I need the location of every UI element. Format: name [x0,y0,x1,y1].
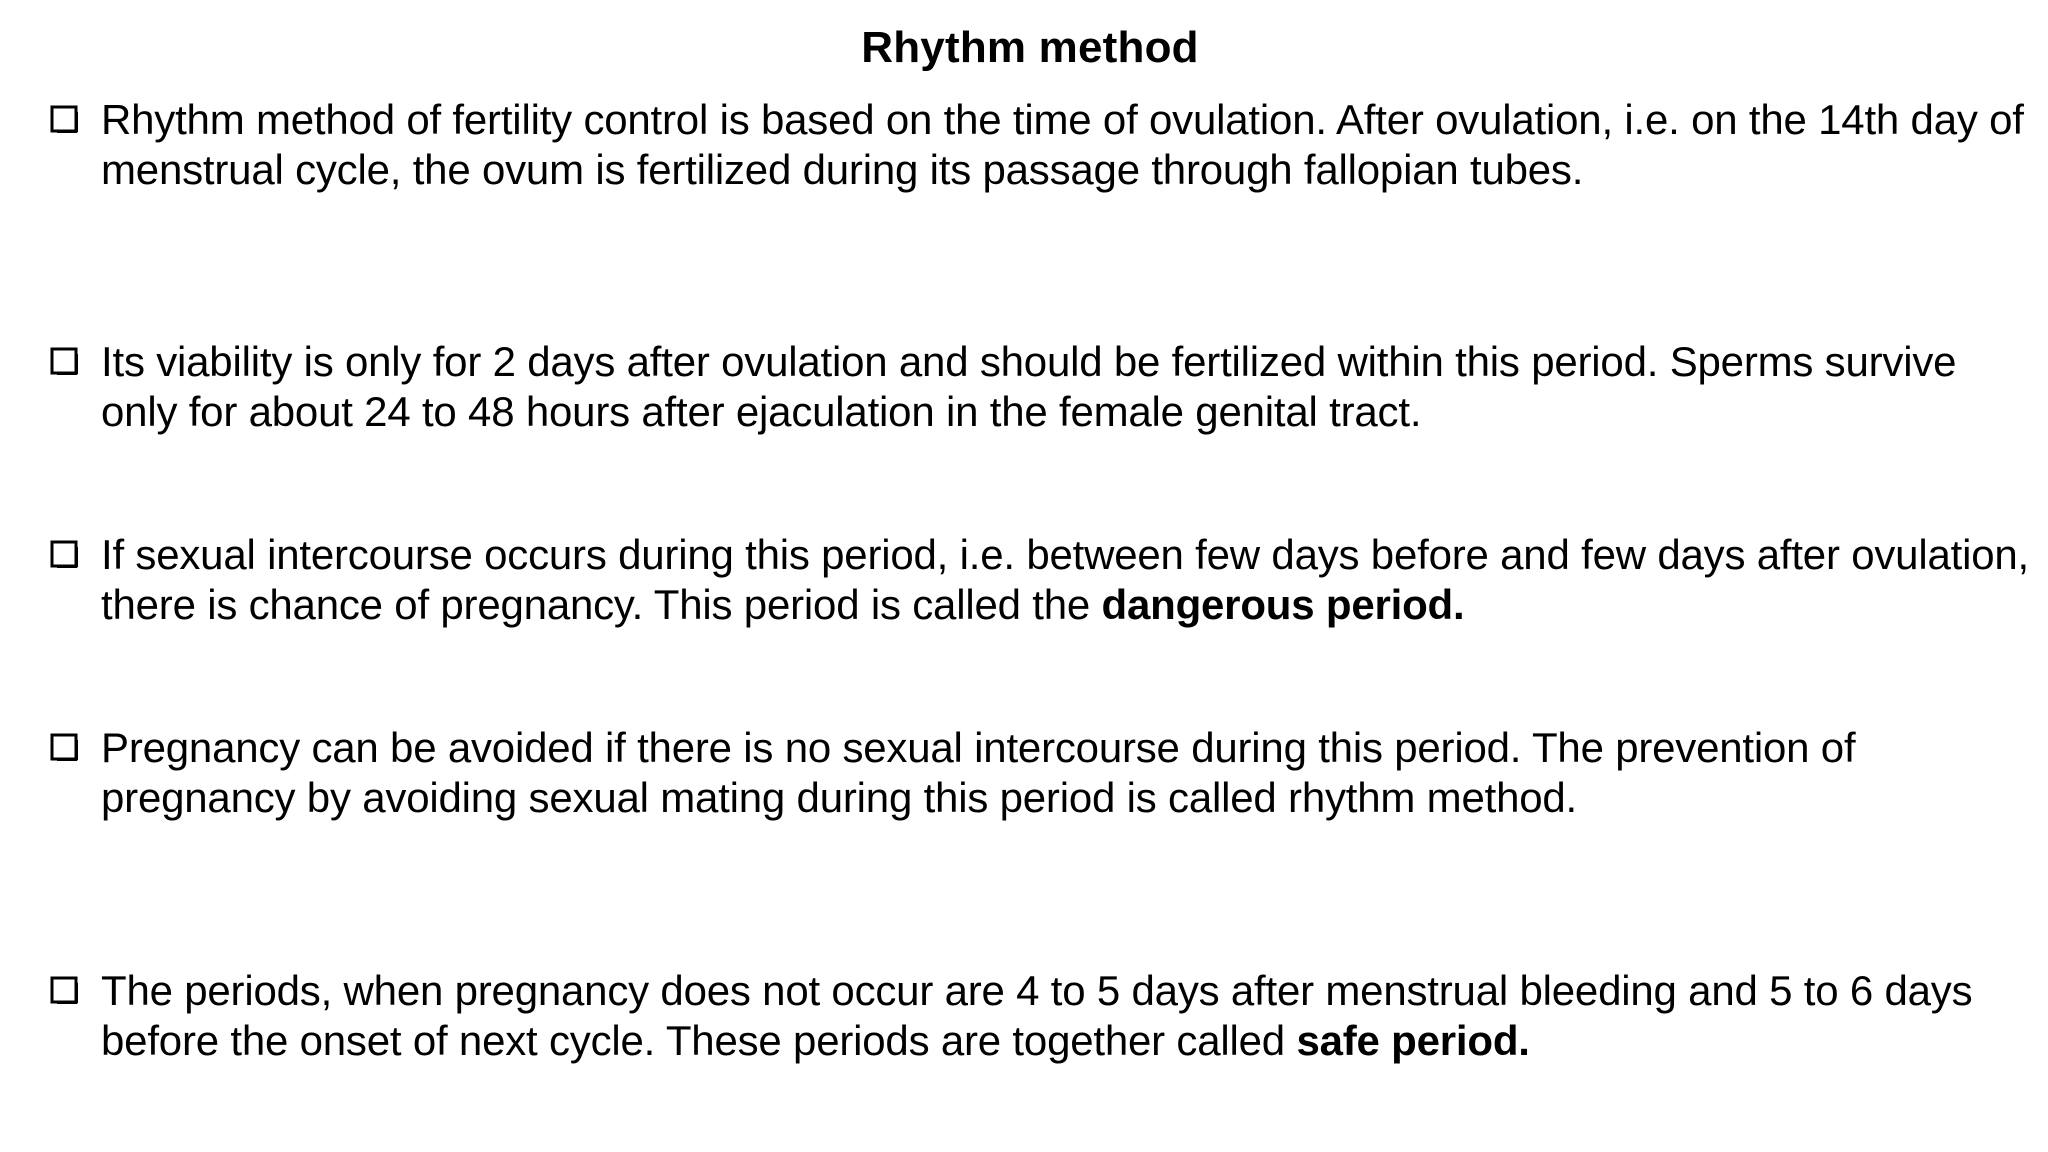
bullet-item [48,723,2033,823]
bullet-text: Pregnancy can be avoided if there is no sexual intercourse during this period. The prevention of pregnancy by avoiding sexual mating during this period is called rhythm method. [101,724,1856,821]
checkbox-outline-icon [50,105,78,133]
bullet-item [48,95,2033,195]
checkbox-outline-icon [50,733,78,761]
bullet-text: If sexual intercourse occurs during this period, i.e. between few days before and few days after ovulation, there is chance of pregnancy. This period is called the [101,531,2030,628]
bullet-text: Its viability is only for 2 days after ovulation and should be fertilized within this period. Sperms survive only for about 24 to 48 hours after ejaculation in the female genital tract. [101,338,1957,435]
bullet-item [48,530,2033,630]
bullet-text: The periods, when pregnancy does not occur are 4 to 5 days after menstrual bleeding and 5 to 6 days before the onset of next cycle. These periods are together called [101,967,1973,1064]
bullet-item [48,966,2033,1066]
bullet-bold-term: safe period. [1296,1017,1530,1064]
bullet-bold-term: dangerous period. [1101,581,1465,628]
checkbox-outline-icon [50,347,78,375]
bullet-text: Rhythm method of fertility control is based on the time of ovulation. After ovulation, i.e. on the 14th day of menstrual cycle, the ovum is fertilized during its passage through fallopian tubes. [101,96,2024,193]
checkbox-outline-icon [50,540,78,568]
bullet-item [48,337,2033,437]
slide-title: Rhythm method [861,23,1199,72]
checkbox-outline-icon [50,976,78,1004]
